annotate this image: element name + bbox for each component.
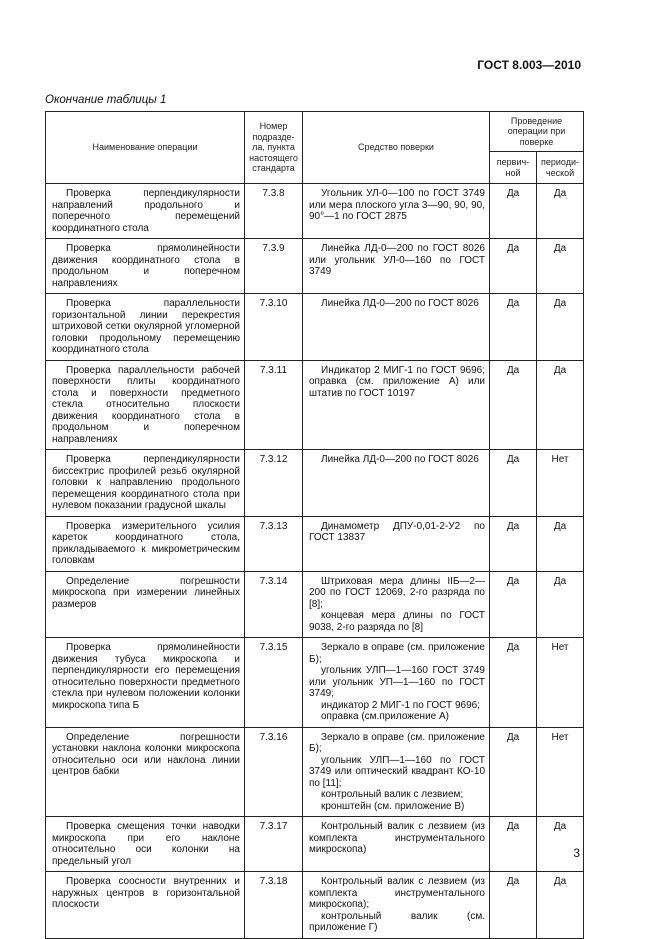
operation-cell xyxy=(46,516,245,571)
means-item: контрольный валик (см. приложение Г) xyxy=(309,910,485,933)
clause-cell: 7.3.13 xyxy=(245,516,303,571)
periodic-cell: Да xyxy=(537,294,584,361)
operation-cell xyxy=(46,184,245,239)
operation-cell xyxy=(46,727,245,817)
means-cell xyxy=(303,727,490,817)
table-row xyxy=(46,184,584,239)
table-row xyxy=(46,360,584,450)
primary-cell: Да xyxy=(490,184,537,239)
means-cell xyxy=(303,638,490,728)
means-item: Штриховая мера длины IIБ—2—200 по ГОСТ 12069, 2-го разряда по [8]; xyxy=(309,575,485,610)
primary-cell: Да xyxy=(490,872,537,939)
table-row xyxy=(46,872,584,939)
means-item: угольник УЛП—1—160 по ГОСТ 3749 или оптический квадрант КО-10 по [11]; xyxy=(309,754,485,789)
means-cell xyxy=(303,184,490,239)
periodic-cell: Да xyxy=(537,184,584,239)
means-cell xyxy=(303,239,490,294)
table-row xyxy=(46,638,584,728)
operation-cell xyxy=(46,450,245,517)
operation-cell xyxy=(46,571,245,638)
means-item: Контрольный валик с лезвием (из комплекта инструментального микроскопа) xyxy=(309,821,485,855)
table-row xyxy=(46,571,584,638)
means-item: Зеркало в оправе (см. приложение Б); xyxy=(309,731,485,754)
means-item: Линейка ЛД-0—200 по ГОСТ 8026 xyxy=(321,454,479,465)
operation-cell xyxy=(46,294,245,361)
clause-cell: 7.3.8 xyxy=(245,184,303,239)
col-header-clause: Номер подразде-ла, пункта настоящего стандарта xyxy=(245,112,303,184)
primary-cell: Да xyxy=(490,450,537,517)
operation-text: Проверка параллельности горизонтальной линии перекрестия штриховой сетки окулярной угломерной головки продольному перемещению координатного стола xyxy=(52,298,240,355)
means-cell xyxy=(303,450,490,517)
primary-cell: Да xyxy=(490,638,537,728)
periodic-cell: Да xyxy=(537,872,584,939)
document-id: ГОСТ 8.003—2010 xyxy=(477,58,581,72)
table-caption: Окончание таблицы 1 xyxy=(45,94,167,106)
operation-text: Проверка прямолинейности движения тубуса микроскопа и перпендикулярности его перемещения относительно поверхности предметного стекла при нулевом положении колонки микроскопа типа Б xyxy=(52,642,240,711)
means-cell xyxy=(303,516,490,571)
col-header-operation: Наименование операции xyxy=(46,112,245,184)
means-cell xyxy=(303,872,490,939)
means-cell xyxy=(303,571,490,638)
means-item: Контрольный валик с лезвием (из комплекта инструментального микроскопа); xyxy=(309,876,485,910)
page-number: 3 xyxy=(573,846,580,860)
operation-cell xyxy=(46,817,245,872)
periodic-cell: Нет xyxy=(537,727,584,817)
primary-cell: Да xyxy=(490,294,537,361)
means-item: Зеркало в оправе (см. приложение Б); xyxy=(309,642,485,665)
clause-cell: 7.3.15 xyxy=(245,638,303,728)
periodic-cell: Да xyxy=(537,239,584,294)
means-item: Индикатор 2 МИГ-1 по ГОСТ 9696; оправка (см. приложение А) или штатив по ГОСТ 10197 xyxy=(309,364,485,399)
operation-cell xyxy=(46,360,245,450)
clause-cell: 7.3.16 xyxy=(245,727,303,817)
col-header-periodic: периоди-ческой xyxy=(537,152,584,184)
periodic-cell: Да xyxy=(537,516,584,571)
means-item: Линейка ЛД-0—200 по ГОСТ 8026 xyxy=(321,298,479,309)
means-item: оправка (см.приложение А) xyxy=(321,711,449,722)
primary-cell: Да xyxy=(490,727,537,817)
means-cell xyxy=(303,294,490,361)
table-row xyxy=(46,516,584,571)
operation-text: Проверка прямолинейности движения координатного стола в продольном и поперечном направлениях xyxy=(52,243,240,289)
clause-cell: 7.3.17 xyxy=(245,817,303,872)
operation-text: Проверка соосности внутренних и наружных центров в горизонтальной плоскости xyxy=(52,876,240,910)
operation-cell xyxy=(46,638,245,728)
table-row xyxy=(46,294,584,361)
periodic-cell: Нет xyxy=(537,638,584,728)
primary-cell: Да xyxy=(490,360,537,450)
table-row xyxy=(46,727,584,817)
operation-text: Проверка измерительного усилия кареток координатного стола, прикладываемого к микрометрическим головкам xyxy=(52,520,240,566)
operation-text: Проверка перпендикулярности направлений продольного и поперечного перемещений координатного стола xyxy=(52,188,240,234)
means-cell xyxy=(303,360,490,450)
periodic-cell: Нет xyxy=(537,450,584,517)
means-item: концевая мера длины по ГОСТ 9038, 2-го разряда по [8] xyxy=(309,610,485,633)
means-item: индикатор 2 МИГ-1 по ГОСТ 9696; xyxy=(321,699,480,711)
operation-cell xyxy=(46,872,245,939)
clause-cell: 7.3.9 xyxy=(245,239,303,294)
clause-cell: 7.3.10 xyxy=(245,294,303,361)
verification-operations-table xyxy=(45,111,584,939)
clause-cell: 7.3.12 xyxy=(245,450,303,517)
table-row xyxy=(46,239,584,294)
clause-cell: 7.3.14 xyxy=(245,571,303,638)
table-row xyxy=(46,450,584,517)
means-item: кронштейн (см. приложение В) xyxy=(321,800,465,812)
primary-cell: Да xyxy=(490,516,537,571)
clause-cell: 7.3.11 xyxy=(245,360,303,450)
col-header-conduct: Проведение операции при поверке xyxy=(490,112,584,152)
operation-cell xyxy=(46,239,245,294)
operation-text: Проверка перпендикулярности биссектрис профилей резьб окулярной головки к направлению продольного перемещения координатного стола при нулевом показании градусной шкалы xyxy=(52,454,240,511)
means-item: Линейка ЛД-0—200 по ГОСТ 8026 или угольник УЛ-0—160 по ГОСТ 3749 xyxy=(309,243,485,277)
primary-cell: Да xyxy=(490,239,537,294)
means-item: Угольник УЛ-0—100 по ГОСТ 3749 или мера плоского угла 3—90, 90, 90, 90°—1 по ГОСТ 2875 xyxy=(309,188,485,222)
col-header-means: Средство поверки xyxy=(303,112,490,184)
periodic-cell: Да xyxy=(537,360,584,450)
periodic-cell: Да xyxy=(537,817,584,872)
clause-cell: 7.3.18 xyxy=(245,872,303,939)
table-row xyxy=(46,817,584,872)
col-header-primary: первич-ной xyxy=(490,152,537,184)
operation-text: Проверка смещения точки наводки микроскопа при его наклоне относительно оси колонки на предельный угол xyxy=(52,821,240,867)
means-item: Динамометр ДПУ-0,01-2-У2 по ГОСТ 13837 xyxy=(309,520,485,543)
means-cell xyxy=(303,817,490,872)
periodic-cell: Да xyxy=(537,571,584,638)
operation-text: Определение погрешности установки наклона колонки микроскопа относительно оси или наклона линии центров бабки xyxy=(52,731,240,777)
operation-text: Определение погрешности микроскопа при измерении линейных размеров xyxy=(52,575,240,610)
table-body xyxy=(46,184,584,939)
primary-cell: Да xyxy=(490,571,537,638)
operation-text: Проверка параллельности рабочей поверхности плиты координатного стола и поверхности предметного стекла относительно плоскости движения координатного стола в продольном и поперечном направлениях xyxy=(52,364,240,445)
means-item: контрольный валик с лезвием; xyxy=(321,789,464,800)
means-item: угольник УЛП—1—160 ГОСТ 3749 или угольник УП—1—160 по ГОСТ 3749; xyxy=(309,665,485,699)
primary-cell: Да xyxy=(490,817,537,872)
